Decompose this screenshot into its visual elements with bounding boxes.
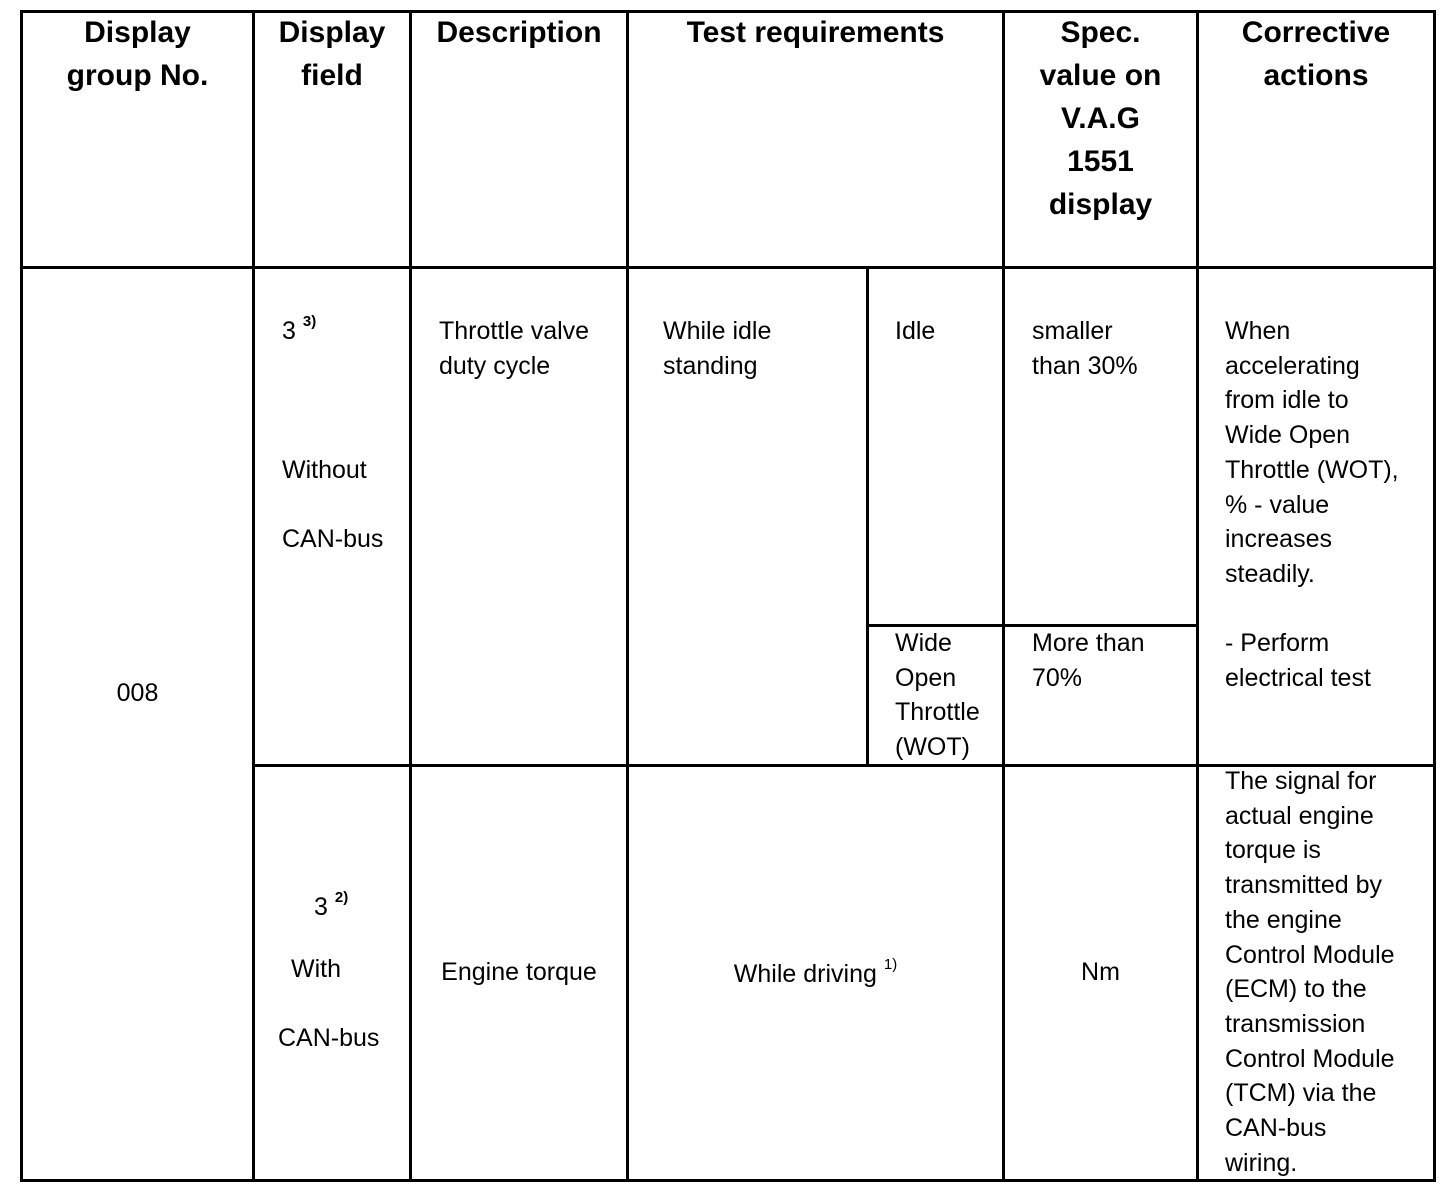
spec-nm: Nm [1081,958,1120,986]
field-label-with: With [291,955,341,983]
header-display-group: Display group No. [66,16,209,92]
description-throttle-valve: Throttle valve duty cycle [439,317,590,380]
condition-while-driving: While driving $^{1)}$ [733,955,898,988]
footnote-ref: 1) [883,955,898,973]
condition-idle-standing: While idle standing [663,317,772,380]
header-divider [20,266,1436,269]
footnote-ref: 2) [334,888,349,906]
col-divider-5 [1196,10,1199,1182]
table-border-right [1433,10,1436,1182]
description-engine-torque: Engine torque [441,958,597,986]
header-test-requirements: Test requirements [686,16,945,49]
footnote-ref: 3) [302,312,317,330]
col-divider-3 [626,10,629,1182]
header-corrective-actions: Corrective actions [1241,16,1391,92]
table-border-bottom [20,1179,1436,1182]
field-label-can-bus-2: CAN-bus [278,1024,380,1052]
mode-idle: Idle [895,317,936,345]
field-label-can-bus: CAN-bus [282,525,384,553]
corrective-text-torque: The signal for actual engine torque is transmitted by the engine Control Module (ECM) to the transmission Control Module (TCM) via the CAN-bus wiring. [1225,767,1395,1177]
spec-wot: More than 70% [1032,629,1145,692]
table-border-left [20,10,23,1182]
field-number-without-can: 3 $^{3)}$ [282,312,317,345]
group-number: 008 [116,679,159,707]
spec-idle: smaller than 30% [1032,317,1138,380]
corrective-text-throttle: When accelerating from idle to Wide Open Throttle (WOT), % - value increases steadily. [1225,317,1399,588]
col-divider-1 [252,10,255,1182]
field-label-without: Without [282,456,367,484]
field-number-with-can: 3 $^{2)}$ [314,888,349,921]
header-description: Description [436,16,602,49]
mode-wot: Wide Open Throttle (WOT) [895,629,980,762]
col-divider-sub [866,266,869,767]
col-divider-2 [409,10,412,1182]
header-spec-value: Spec. value on V.A.G 1551 display [1039,16,1162,221]
corrective-step-electrical-test: - Perform electrical test [1225,629,1371,692]
header-display-field: Display field [278,16,386,92]
